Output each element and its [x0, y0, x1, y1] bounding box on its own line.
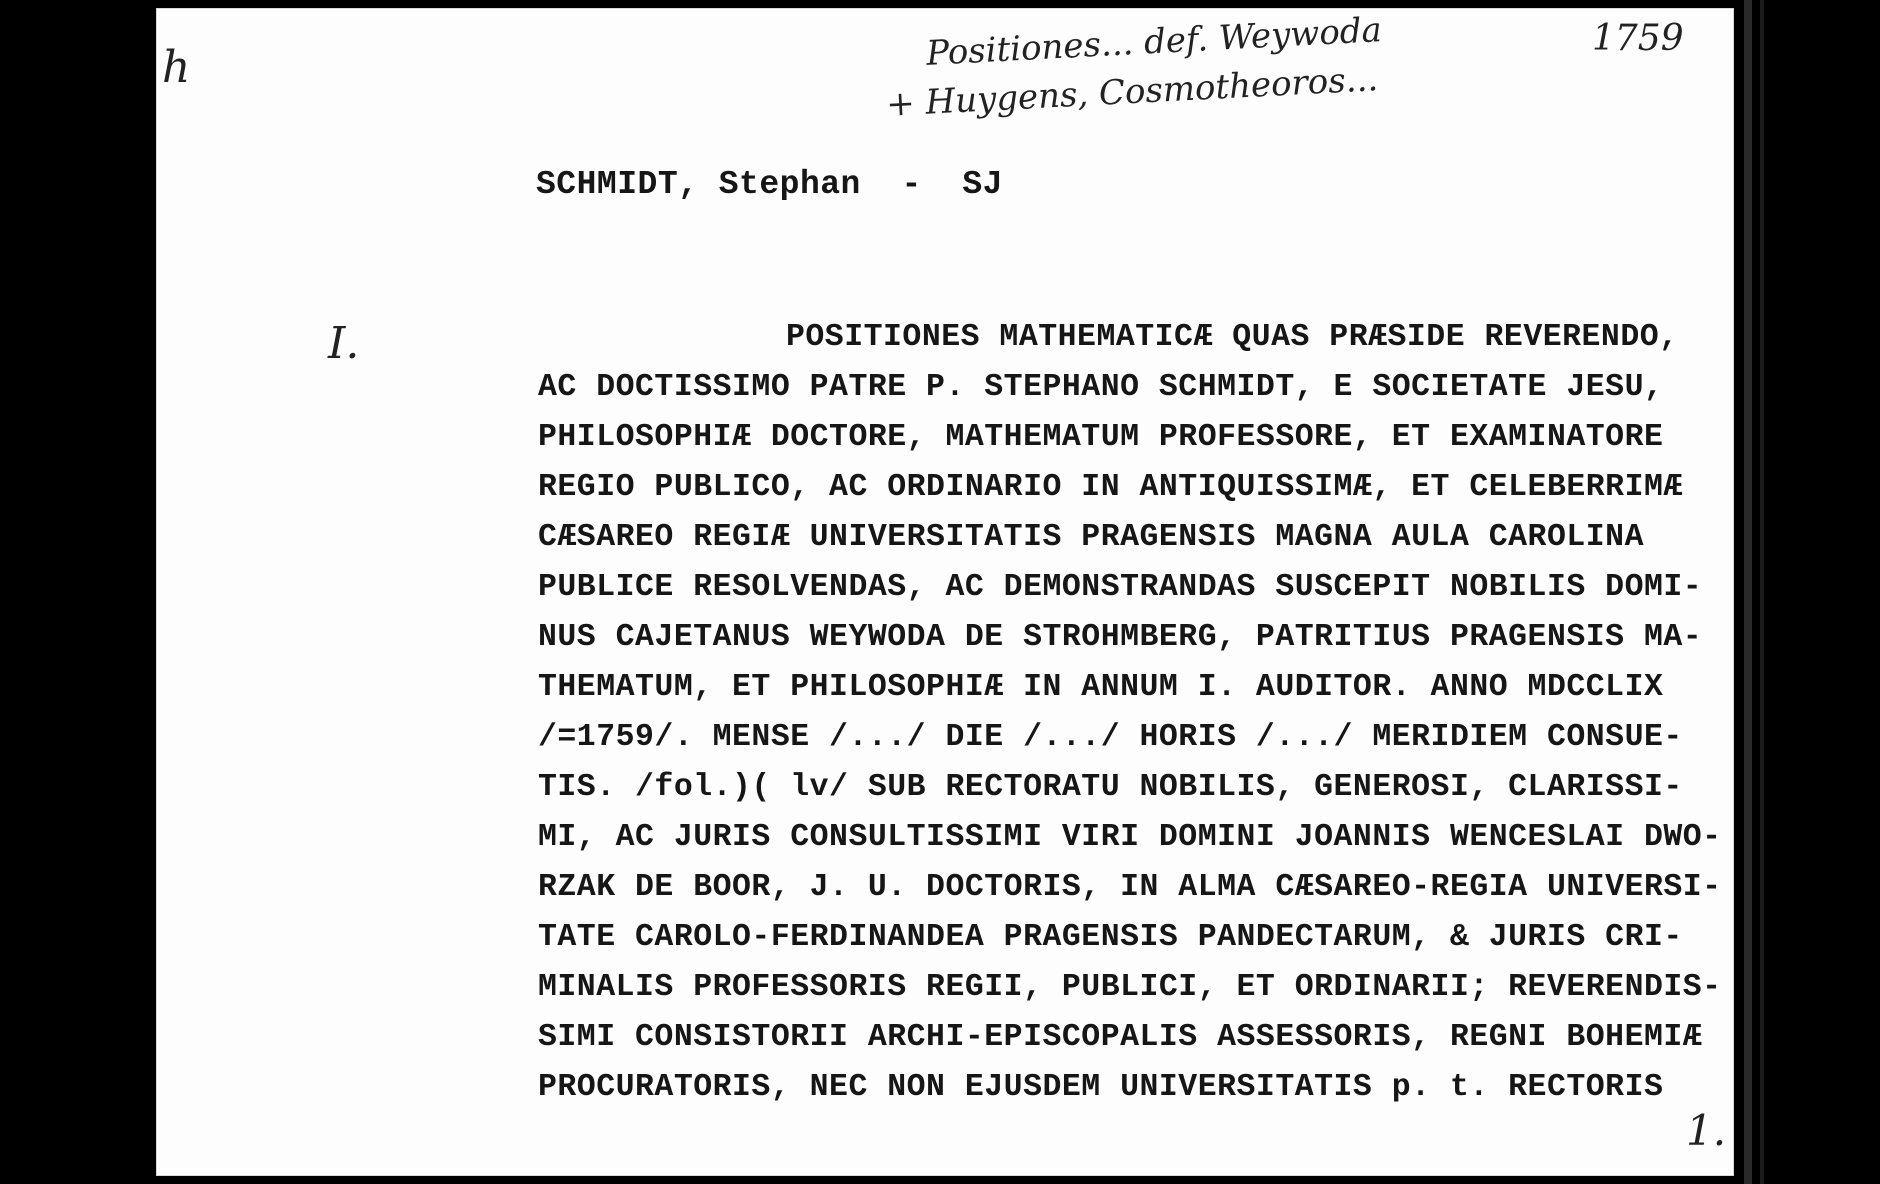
- body-line: AC DOCTISSIMO PATRE P. STEPHANO SCHMIDT, E SOCIETATE JESU,: [538, 370, 1664, 405]
- body-line: TIS. /fol.)( lv/ SUB RECTORATU NOBILIS, GENEROSI, CLARISSI-: [538, 770, 1683, 805]
- body-line: THEMATUM, ET PHILOSOPHIÆ IN ANNUM I. AUDITOR. ANNO MDCCLIX: [538, 670, 1664, 705]
- body-line: /=1759/. MENSE /.../ DIE /.../ HORIS /.../ MERIDIEM CONSUE-: [538, 720, 1683, 755]
- body-line: CÆSAREO REGIÆ UNIVERSITATIS PRAGENSIS MAGNA AULA CAROLINA: [538, 520, 1644, 555]
- handwritten-year: 1759: [1592, 18, 1684, 59]
- page-number: 1.: [1686, 1106, 1727, 1155]
- scan-edge: [1760, 0, 1764, 1184]
- body-line: SIMI CONSISTORII ARCHI-EPISCOPALIS ASSESSORIS, REGNI BOHEMIÆ: [538, 1020, 1703, 1055]
- card-body-text: [538, 313, 1828, 1113]
- body-line: PROCURATORIS, NEC NON EJUSDEM UNIVERSITATIS p. t. RECTORIS: [538, 1070, 1664, 1105]
- roman-numeral-mark: I.: [328, 318, 360, 369]
- body-line: NUS CAJETANUS WEYWODA DE STROHMBERG, PATRITIUS PRAGENSIS MA-: [538, 620, 1703, 655]
- card-heading: SCHMIDT, Stephan - SJ: [536, 166, 1003, 203]
- body-line: TATE CAROLO-FERDINANDEA PRAGENSIS PANDECTARUM, & JURIS CRI-: [538, 920, 1683, 955]
- handwritten-note-line-2: + Huygens, Cosmotheoros...: [885, 59, 1380, 125]
- index-card: [156, 8, 1734, 1176]
- body-line: PUBLICE RESOLVENDAS, AC DEMONSTRANDAS SUSCEPIT NOBILIS DOMI-: [538, 570, 1703, 605]
- body-line: PHILOSOPHIÆ DOCTORE, MATHEMATUM PROFESSORE, ET EXAMINATORE: [538, 420, 1664, 455]
- body-line: POSITIONES MATHEMATICÆ QUAS PRÆSIDE REVERENDO,: [786, 320, 1679, 355]
- body-line: REGIO PUBLICO, AC ORDINARIO IN ANTIQUISSIMÆ, ET CELEBERRIMÆ: [538, 470, 1683, 505]
- body-line: MINALIS PROFESSORIS REGII, PUBLICI, ET ORDINARII; REVERENDIS-: [538, 970, 1722, 1005]
- corner-mark: h: [162, 42, 191, 93]
- handwritten-note-line-1: Positiones... def. Weywoda: [925, 10, 1383, 74]
- body-line: MI, AC JURIS CONSULTISSIMI VIRI DOMINI JOANNIS WENCESLAI DWO-: [538, 820, 1722, 855]
- body-line: RZAK DE BOOR, J. U. DOCTORIS, IN ALMA CÆSAREO-REGIA UNIVERSI-: [538, 870, 1722, 905]
- scan-edge: [1744, 0, 1752, 1184]
